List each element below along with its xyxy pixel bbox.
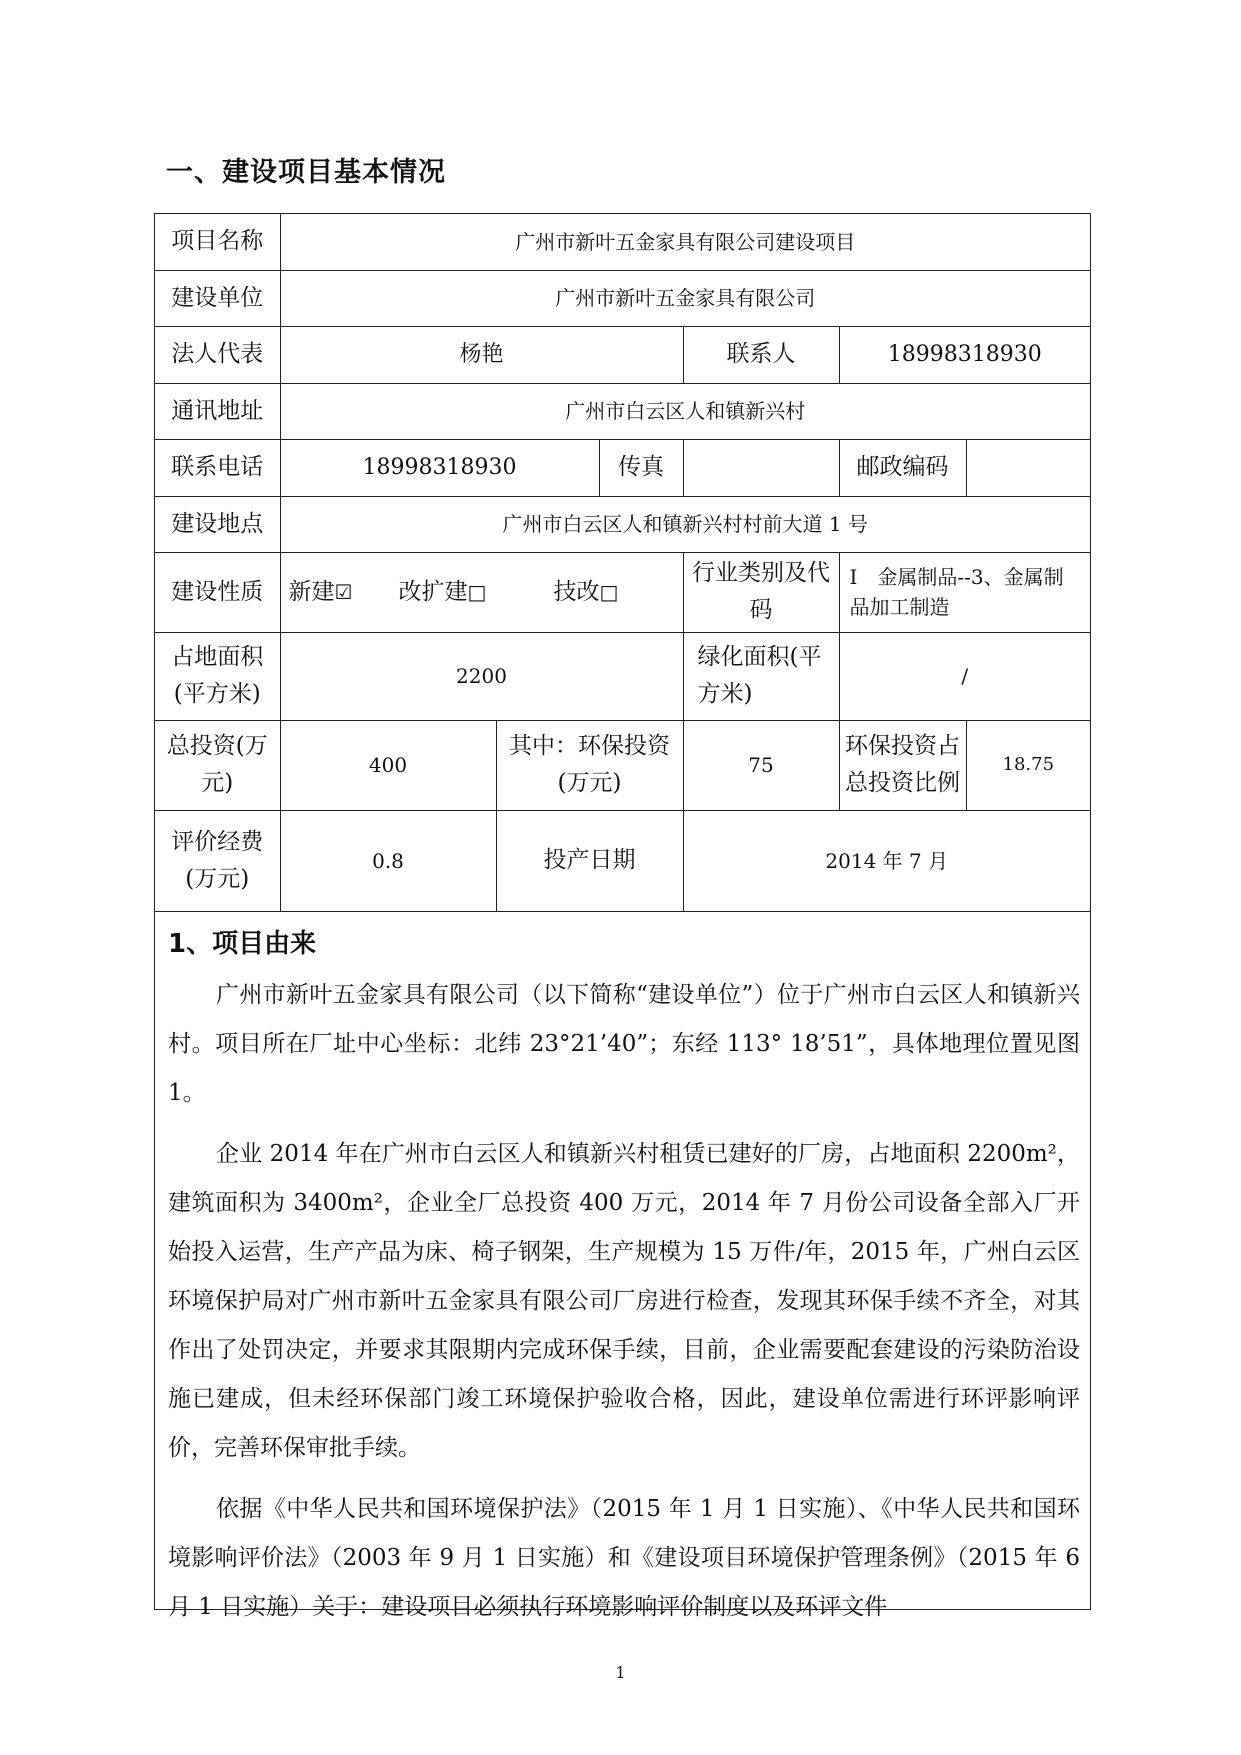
site-label: 建设地点 xyxy=(155,496,280,552)
invest-value: 400 xyxy=(280,720,496,810)
industry-value: I 金属制品--3、金属制品加工制造 xyxy=(839,552,1090,632)
subsection-title: 1、项目由来 xyxy=(168,929,317,959)
nature-expand: 改扩建□ xyxy=(399,574,554,610)
green-label: 绿化面积(平方米) xyxy=(683,632,839,720)
phone-value: 18998318930 xyxy=(280,439,599,496)
checkbox-empty-icon: □ xyxy=(467,580,487,604)
invest-label: 总投资(万元) xyxy=(155,720,280,810)
paragraph: 广州市新叶五金家具有限公司（以下简称“建设单位”）位于广州市白云区人和镇新兴村。项目所在厂址中心坐标：北纬 23°21’40”；东经 113° 18’51”，具体地理位置见图 1。 xyxy=(168,982,1080,1106)
table-row xyxy=(155,632,1090,720)
contact-value: 18998318930 xyxy=(839,326,1090,383)
nature-label: 建设性质 xyxy=(155,552,280,632)
area-value: 2200 xyxy=(280,632,683,720)
project-name-value: 广州市新叶五金家具有限公司建设项目 xyxy=(280,214,1090,270)
postcode-value xyxy=(966,439,1090,496)
contact-label: 联系人 xyxy=(683,326,839,383)
legal-rep-value: 杨艳 xyxy=(280,326,683,383)
fax-value xyxy=(683,439,839,496)
unit-value: 广州市新叶五金家具有限公司 xyxy=(280,270,1090,326)
green-value: / xyxy=(839,632,1090,720)
env-ratio-value: 18.75 xyxy=(966,720,1090,810)
nature-tech: 技改□ xyxy=(554,574,619,610)
fee-label: 评价经费(万元) xyxy=(155,810,280,911)
checkbox-checked-icon: ☑ xyxy=(334,580,353,604)
page-number: 1 xyxy=(615,1663,626,1682)
paragraph: 依据《中华人民共和国环境保护法》（2015 年 1 月 1 日实施）、《中华人民共和国环境影响评价法》（2003 年 9 月 1 日实施）和《建设项目环境保护管理条例》（2015 年 6 月 1 日实施）关于：建设项目必须执行环境影响评价制度以及环评文件 xyxy=(168,1496,1080,1620)
env-invest-label: 其中：环保投资(万元) xyxy=(496,720,683,810)
unit-label: 建设单位 xyxy=(155,270,280,326)
env-invest-value: 75 xyxy=(683,720,839,810)
paragraph: 企业 2014 年在广州市白云区人和镇新兴村租赁已建好的厂房，占地面积 2200m²，建筑面积为 3400m²，企业全厂总投资 400 万元，2014 年 7 月份公司设备全部入厂开始投入运营，生产产品为床、椅子钢架，生产规模为 15 万件/年，2015 年，广州白云区环境保护局对广州市新叶五金家具有限公司厂房进行检查，发现其环保手续不齐全，对其作出了处罚决定，并要求其限期内完成环保手续，目前，企业需要配套建设的污染防治设施已建成，但未经环保部门竣工环境保护验收合格，因此，建设单位需进行环评影响评价，完善环保审批手续。 xyxy=(168,1141,1080,1461)
origin-paragraphs xyxy=(168,971,1080,1644)
address-value: 广州市白云区人和镇新兴村 xyxy=(280,383,1090,439)
env-ratio-label: 环保投资占总投资比例 xyxy=(839,720,966,810)
project-info-box xyxy=(154,213,1091,1620)
industry-label: 行业类别及代码 xyxy=(683,552,839,632)
section-title: 一、建设项目基本情况 xyxy=(166,157,446,188)
prod-date-value: 2014 年 7 月 xyxy=(683,810,1090,911)
fax-label: 传真 xyxy=(599,439,683,496)
table-row xyxy=(155,214,1090,270)
address-label: 通讯地址 xyxy=(155,383,280,439)
project-name-label: 项目名称 xyxy=(155,214,280,270)
project-info-table xyxy=(155,214,1090,912)
table-row xyxy=(155,383,1090,439)
table-row xyxy=(155,439,1090,496)
checkbox-empty-icon: □ xyxy=(599,580,619,604)
postcode-label: 邮政编码 xyxy=(839,439,966,496)
table-row xyxy=(155,496,1090,552)
prod-date-label: 投产日期 xyxy=(496,810,683,911)
table-row xyxy=(155,810,1090,911)
table-row xyxy=(155,720,1090,810)
area-label: 占地面积(平方米) xyxy=(155,632,280,720)
nature-new: 新建☑ xyxy=(289,574,399,610)
phone-label: 联系电话 xyxy=(155,439,280,496)
table-row xyxy=(155,270,1090,326)
nature-options xyxy=(280,552,683,632)
table-row xyxy=(155,552,1090,632)
table-row xyxy=(155,326,1090,383)
legal-rep-label: 法人代表 xyxy=(155,326,280,383)
fee-value: 0.8 xyxy=(280,810,496,911)
site-value: 广州市白云区人和镇新兴村村前大道 1 号 xyxy=(280,496,1090,552)
